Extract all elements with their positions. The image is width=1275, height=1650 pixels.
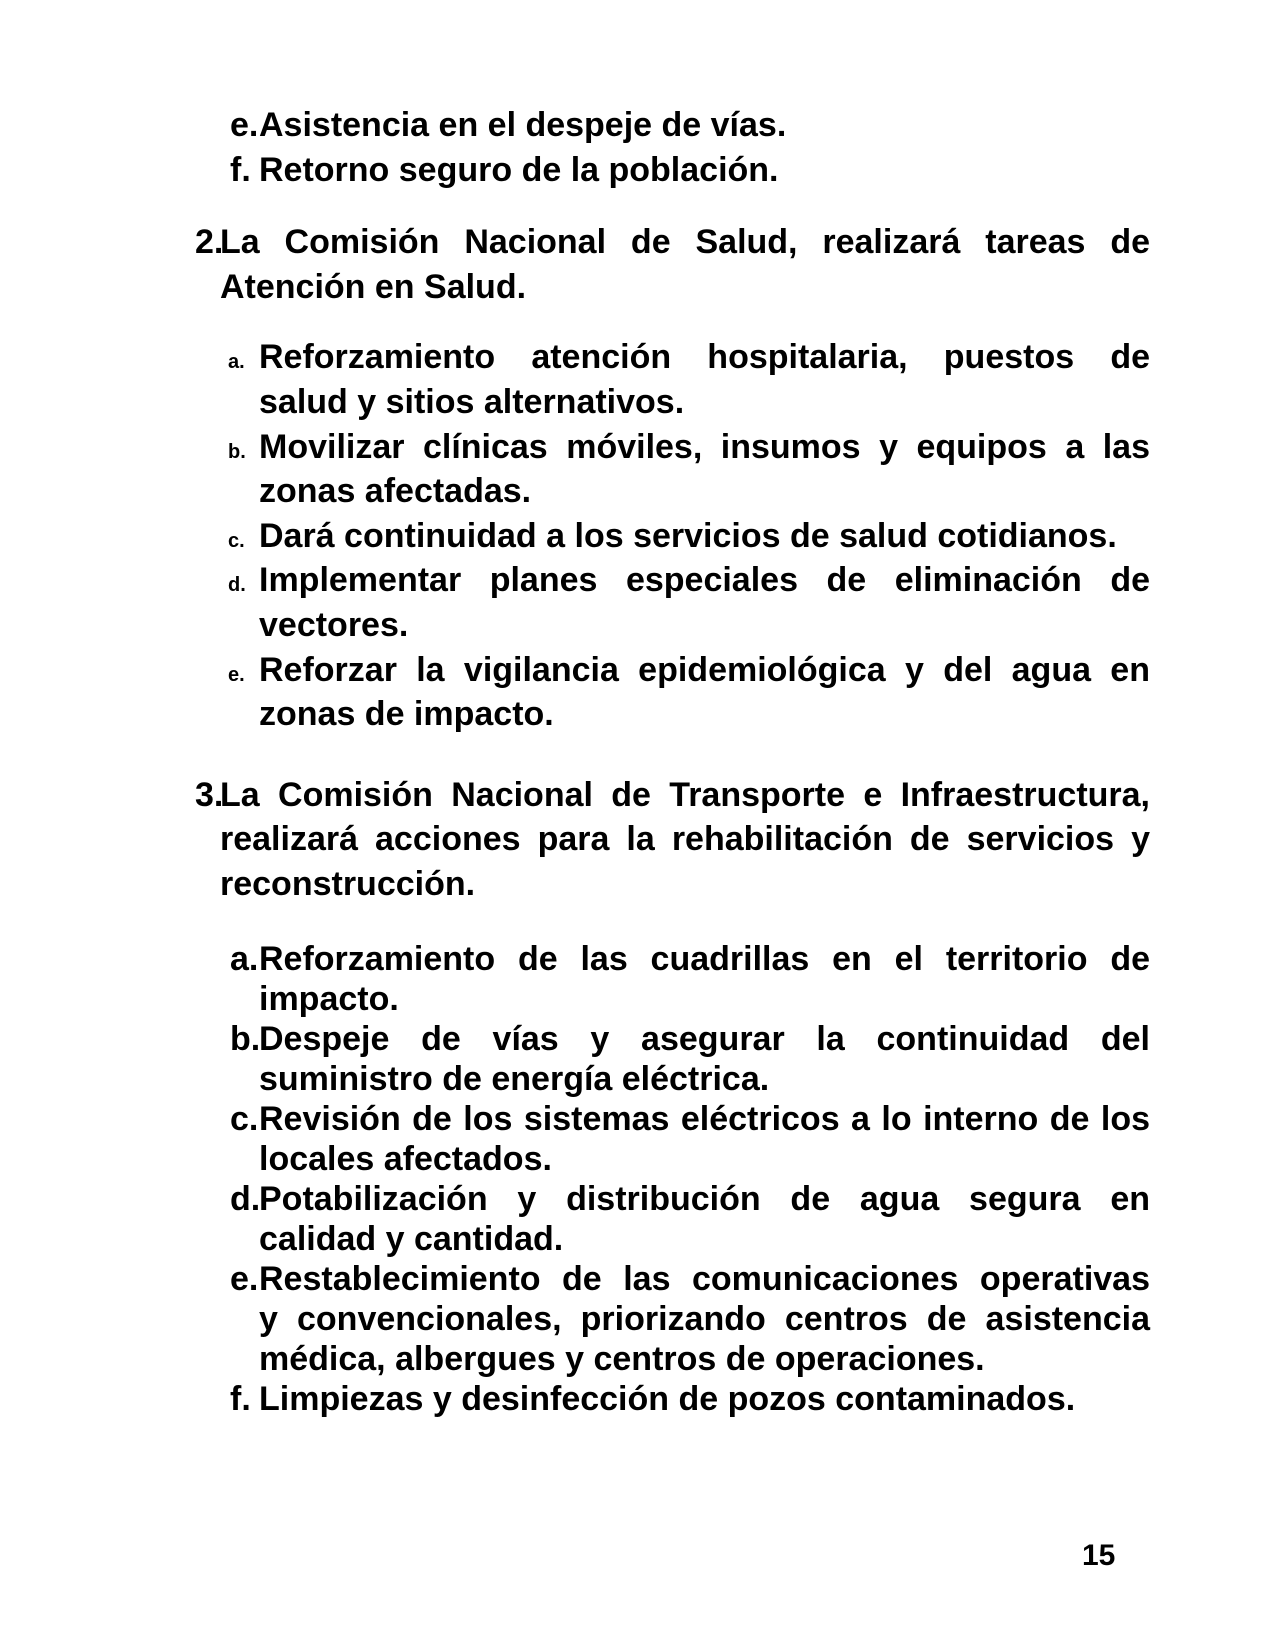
section-3 — [195, 773, 1150, 1419]
text-line: reconstrucción. — [220, 864, 476, 903]
text-line: Atención en Salud. — [220, 267, 527, 306]
page-number: 15 — [1082, 1539, 1116, 1572]
list-item-marker: f. — [230, 1379, 251, 1418]
text-line: locales afectados. — [259, 1139, 552, 1178]
list-item-marker: e. — [228, 663, 245, 686]
list-item — [195, 558, 1150, 647]
list-item — [195, 648, 1150, 737]
list-item-text — [259, 558, 1150, 647]
section-number: 3. — [195, 775, 224, 814]
list-item-text — [259, 648, 1150, 737]
text-line: Asistencia en el despeje de vías. — [259, 106, 787, 144]
text-line: La Comisión Nacional de Transporte e Infraestructura, — [220, 775, 1150, 814]
section-3-sublist — [195, 939, 1150, 1419]
list-item-marker: b. — [230, 1019, 261, 1058]
text-line: suministro de energía eléctrica. — [259, 1059, 770, 1098]
section-heading-text — [220, 220, 1150, 309]
list-item-marker: a. — [230, 939, 259, 978]
list-item-text — [259, 1379, 1150, 1419]
text-line: zonas de impacto. — [259, 695, 554, 734]
list-item-marker: c. — [230, 1099, 259, 1138]
text-line: zonas afectadas. — [259, 472, 532, 511]
list-item — [195, 939, 1150, 1019]
page-content — [195, 103, 1150, 1419]
list-item-marker: b. — [228, 440, 246, 463]
list-item-marker: f. — [230, 150, 251, 189]
list-item-marker: e. — [230, 1259, 259, 1298]
list-item — [195, 148, 1150, 193]
text-line: realizará acciones para la rehabilitación de servicios y — [220, 820, 1150, 859]
text-line: Movilizar clínicas móviles, insumos y equipos a las — [259, 427, 1150, 466]
list-item-text — [259, 335, 1150, 424]
section-2 — [195, 220, 1150, 737]
section-heading — [195, 220, 1150, 309]
text-line: Reforzamiento de las cuadrillas en el territorio de — [259, 939, 1150, 978]
text-line: Revisión de los sistemas eléctricos a lo interno de los — [259, 1099, 1150, 1138]
section-heading — [195, 773, 1150, 907]
section-number: 2. — [195, 223, 224, 262]
list-item — [195, 514, 1150, 559]
text-line: médica, albergues y centros de operaciones. — [259, 1339, 985, 1378]
text-line: Reforzamiento atención hospitalaria, puestos de — [259, 338, 1150, 377]
list-item-text — [259, 1259, 1150, 1379]
list-item-text — [259, 1099, 1150, 1179]
list-item-text — [259, 103, 1150, 148]
list-item-text — [259, 939, 1150, 1019]
text-line: impacto. — [259, 979, 399, 1018]
list-item-text — [259, 425, 1150, 514]
section-2-sublist — [195, 335, 1150, 736]
list-item — [195, 1379, 1150, 1419]
text-line: salud y sitios alternativos. — [259, 382, 685, 421]
list-item-text — [259, 148, 1150, 193]
text-line: Implementar planes especiales de eliminación de — [259, 561, 1150, 600]
list-item-marker: a. — [228, 351, 245, 374]
list-item-text — [259, 1019, 1150, 1099]
text-line: calidad y cantidad. — [259, 1219, 564, 1258]
text-line: Dará continuidad a los servicios de salud cotidianos. — [259, 516, 1117, 555]
list-item — [195, 1259, 1150, 1379]
text-line: y convencionales, priorizando centros de asistencia — [259, 1299, 1150, 1338]
text-line: Retorno seguro de la población. — [259, 150, 779, 189]
list-item-text — [259, 1179, 1150, 1259]
text-line: vectores. — [259, 605, 409, 644]
list-item-marker: d. — [230, 1179, 261, 1218]
text-line: Potabilización y distribución de agua segura en — [259, 1179, 1150, 1218]
section-heading-text — [220, 773, 1150, 907]
text-line: Despeje de vías y asegurar la continuidad del — [259, 1019, 1150, 1058]
text-line: Reforzar la vigilancia epidemiológica y del agua en — [259, 650, 1150, 689]
list-item-marker: e. — [230, 106, 259, 144]
continuation-list — [195, 103, 1150, 192]
text-line: La Comisión Nacional de Salud, realizará tareas de — [220, 223, 1150, 262]
list-item — [195, 1179, 1150, 1259]
list-item — [195, 103, 1150, 148]
list-item-marker: c. — [228, 529, 245, 552]
list-item — [195, 1099, 1150, 1179]
list-item — [195, 425, 1150, 514]
text-line: Restablecimiento de las comunicaciones operativas — [259, 1259, 1150, 1298]
text-line: Limpiezas y desinfección de pozos contaminados. — [259, 1379, 1076, 1418]
list-item — [195, 335, 1150, 424]
list-item — [195, 1019, 1150, 1099]
list-item-marker: d. — [228, 574, 246, 597]
list-item-text — [259, 514, 1150, 559]
